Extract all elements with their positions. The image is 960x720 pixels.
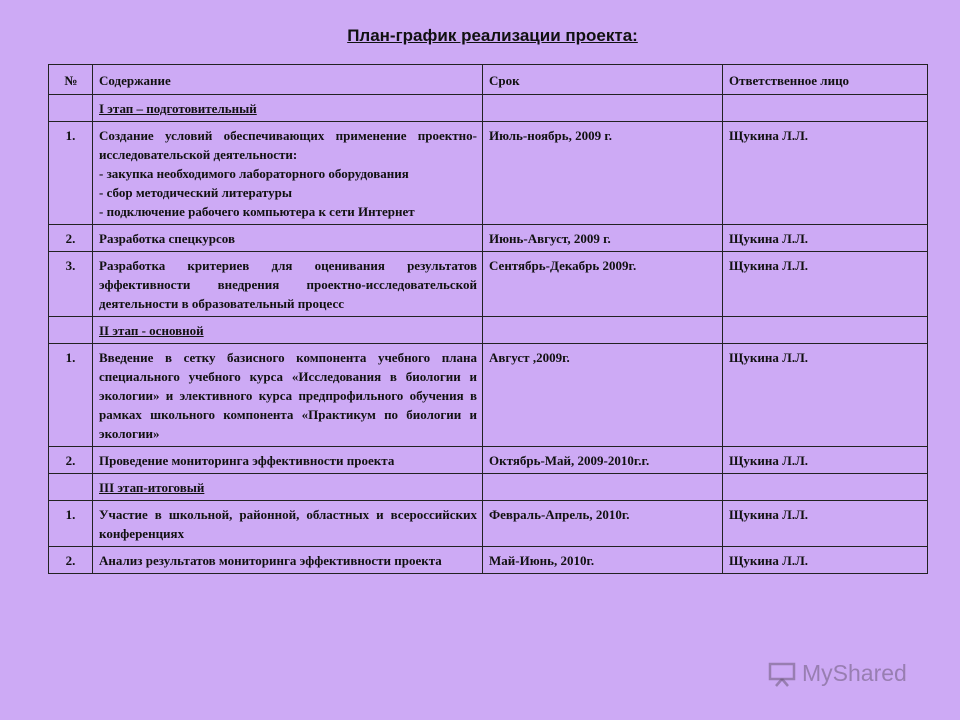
stage-row [49, 317, 928, 344]
table-row [49, 344, 928, 447]
row-person: Щукина Л.Л. [723, 447, 928, 474]
row-number: 1. [49, 122, 93, 225]
stage-title [93, 317, 483, 344]
content-line: - подключение рабочего компьютера к сети Интернет [99, 204, 415, 219]
header-period: Срок [483, 65, 723, 95]
row-content [93, 547, 483, 574]
stage-period-cell [483, 317, 723, 344]
content-line: Анализ результатов мониторинга эффективности проекта [99, 553, 442, 568]
row-content [93, 344, 483, 447]
row-content [93, 252, 483, 317]
row-period: Октябрь-Май, 2009-2010г.г. [483, 447, 723, 474]
watermark-text: MyShared [802, 660, 907, 686]
stage-period-cell [483, 474, 723, 501]
stage-label: I этап – подготовительный [99, 101, 257, 116]
stage-title [93, 95, 483, 122]
schedule-table [48, 64, 928, 574]
row-content [93, 122, 483, 225]
table-row [49, 225, 928, 252]
row-period: Сентябрь-Декабрь 2009г. [483, 252, 723, 317]
row-period: Июнь-Август, 2009 г. [483, 225, 723, 252]
stage-period-cell [483, 95, 723, 122]
content-line: Разработка спецкурсов [99, 231, 236, 246]
content-line: Проведение мониторинга эффективности проекта [99, 453, 395, 468]
row-person: Щукина Л.Л. [723, 501, 928, 547]
header-person: Ответственное лицо [723, 65, 928, 95]
stage-number-cell [49, 317, 93, 344]
content-line: Разработка критериев для оценивания результатов эффективности внедрения проектно-исследовательской деятельности в образовательный процесс [99, 258, 477, 311]
row-person: Щукина Л.Л. [723, 547, 928, 574]
table-row [49, 547, 928, 574]
stage-number-cell [49, 95, 93, 122]
content-line: - сбор методический литературы [99, 185, 293, 200]
stage-person-cell [723, 95, 928, 122]
content-line: Участие в школьной, районной, областных и всероссийских конференциях [99, 507, 477, 541]
row-person: Щукина Л.Л. [723, 122, 928, 225]
table-row [49, 252, 928, 317]
header-number: № [49, 65, 93, 95]
presentation-icon [768, 661, 796, 687]
row-number: 2. [49, 225, 93, 252]
row-content [93, 501, 483, 547]
page-title: План-график реализации проекта: [347, 26, 638, 45]
table-header-row [49, 65, 928, 95]
row-content [93, 225, 483, 252]
content-line: - закупка необходимого лабораторного оборудования [99, 166, 409, 181]
stage-row [49, 474, 928, 501]
row-number: 1. [49, 501, 93, 547]
row-person: Щукина Л.Л. [723, 252, 928, 317]
row-number: 2. [49, 547, 93, 574]
stage-label: III этап-итоговый [99, 480, 205, 495]
content-line: Создание условий обеспечивающих применение проектно-исследовательской деятельности: [99, 128, 477, 162]
row-period: Май-Июнь, 2010г. [483, 547, 723, 574]
stage-row [49, 95, 928, 122]
content-line: Введение в сетку базисного компонента учебного плана специального учебного курса «Исследования в биологии и экологии» и элективного курса предпрофильного обучения в рамках школьного компонента «Практикум по биологии и экологии» [99, 350, 477, 441]
table-row [49, 447, 928, 474]
row-period: Август ,2009г. [483, 344, 723, 447]
watermark [768, 660, 907, 687]
header-content: Содержание [93, 65, 483, 95]
row-person: Щукина Л.Л. [723, 225, 928, 252]
stage-person-cell [723, 474, 928, 501]
table-row [49, 501, 928, 547]
stage-label: II этап - основной [99, 323, 204, 338]
row-content [93, 447, 483, 474]
row-number: 3. [49, 252, 93, 317]
stage-number-cell [49, 474, 93, 501]
table-row [49, 122, 928, 225]
stage-title [93, 474, 483, 501]
row-person: Щукина Л.Л. [723, 344, 928, 447]
row-number: 1. [49, 344, 93, 447]
stage-person-cell [723, 317, 928, 344]
row-number: 2. [49, 447, 93, 474]
row-period: Июль-ноябрь, 2009 г. [483, 122, 723, 225]
row-period: Февраль-Апрель, 2010г. [483, 501, 723, 547]
